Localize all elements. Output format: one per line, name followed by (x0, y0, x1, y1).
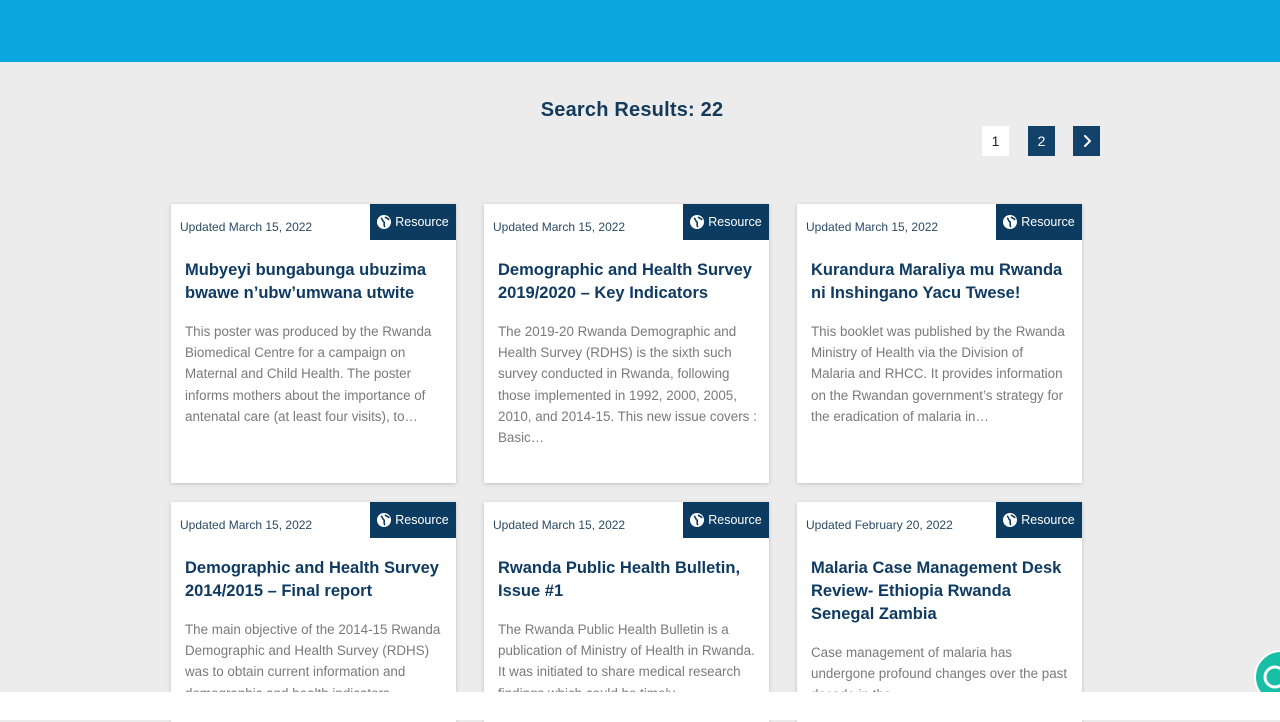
card-description: Case management of malaria has undergone profound changes over the past (811, 645, 1068, 682)
card-title[interactable]: Mubyeyi bungabunga ubuzima bwawe n’ubw’umwana utwite (185, 261, 427, 302)
globe-icon (1003, 215, 1017, 229)
page-2-button[interactable]: 2 (1028, 126, 1055, 156)
chevron-right-icon (1082, 135, 1092, 147)
resource-badge-label: Resource (395, 215, 449, 229)
globe-icon (690, 215, 704, 229)
resource-card[interactable] (484, 502, 769, 722)
card-description: This booklet was published by the Rwanda Ministry of Health via the Division of Malaria and RHCC. It provides information on the Rwandan government’s strategy for the eradication of malaria in… (811, 324, 1065, 424)
resource-card[interactable] (484, 204, 769, 483)
globe-icon (377, 513, 391, 527)
resource-card[interactable] (797, 204, 1082, 483)
next-page-button[interactable] (1073, 126, 1100, 156)
card-description: The main objective of the 2014-15 Rwanda Demographic and Health Survey (RDHS) was to obtain current information and (185, 622, 441, 680)
card-title[interactable]: Demographic and Health Survey 2014/2015 – Final report (185, 559, 439, 600)
updated-date: Updated March 15, 2022 (493, 220, 626, 234)
resource-badge-label: Resource (1021, 215, 1075, 229)
resource-badge-label: Resource (1021, 513, 1075, 527)
resource-badge (996, 204, 1082, 240)
card-description: The 2019-20 Rwanda Demographic and Health Survey (RDHS) is the sixth such survey conducted in Rwanda, following those implemented in 1992, 2000, 2005, 2010, and 2014-15. This new issue covers : Basic… (498, 324, 757, 446)
resource-badge (996, 502, 1082, 538)
resource-badge (370, 204, 456, 240)
resource-badge (683, 502, 769, 538)
search-results-count (0, 99, 1264, 122)
globe-icon (690, 513, 704, 527)
card-title[interactable]: Demographic and Health Survey 2019/2020 – Key Indicators (498, 261, 752, 302)
globe-icon (1003, 513, 1017, 527)
resource-badge (370, 502, 456, 538)
card-title[interactable]: Malaria Case Management Desk Review- Ethiopia Rwanda Senegal Zambia (811, 559, 1062, 623)
updated-date: Updated February 20, 2022 (806, 518, 953, 532)
page-1-button[interactable]: 1 (982, 126, 1009, 156)
site-header (0, 0, 1280, 62)
resource-card[interactable] (171, 502, 456, 722)
card-description: This poster was produced by the Rwanda Biomedical Centre for a campaign on Maternal and Child Health. The poster informs mothers about the importance of antenatal care (at least four visits), to… (185, 324, 432, 424)
card-title[interactable]: Rwanda Public Health Bulletin, Issue #1 (498, 559, 741, 600)
search-results-label: Search Results: 22 (540, 99, 724, 121)
updated-date: Updated March 15, 2022 (806, 220, 939, 234)
updated-date: Updated March 15, 2022 (180, 220, 313, 234)
resource-badge (683, 204, 769, 240)
resource-badge-label: Resource (708, 215, 762, 229)
card-title[interactable]: Kurandura Maraliya mu Rwanda ni Inshingano Yacu Twese! (811, 261, 1063, 302)
updated-date: Updated March 15, 2022 (493, 518, 626, 532)
globe-icon (377, 215, 391, 229)
resource-badge-label: Resource (395, 513, 449, 527)
updated-date: Updated March 15, 2022 (180, 518, 313, 532)
bottom-bar (0, 692, 1280, 720)
card-description: The Rwanda Public Health Bulletin is a publication of Ministry of Health in Rwanda. It was initiated to share medical research (498, 622, 755, 680)
resource-badge-label: Resource (708, 513, 762, 527)
chat-icon (1262, 664, 1280, 690)
resource-card[interactable] (797, 502, 1082, 722)
resource-card[interactable] (171, 204, 456, 483)
